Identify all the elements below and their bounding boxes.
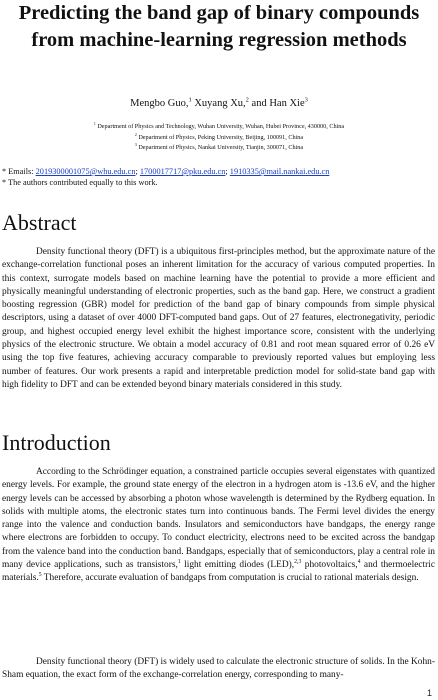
email-link-1[interactable]: 2019300001075@whu.edu.cn: [35, 167, 136, 176]
author-1: Mengbo Guo,$^1$: [130, 96, 192, 109]
author-list: [14, 97, 424, 110]
affiliation-1: $^1$ Department of Physics and Technology, Wuhan University, Wuhan, Hubei Province, 430000, China: [93, 121, 345, 130]
abstract-heading: Abstract: [2, 210, 77, 235]
introduction-paragraph-2: Density functional theory (DFT) is widely used to calculate the electronic structure of solids. In the Kohn-Sham equation, the exact form of the exchange-correlation energy, corresponding to many-: [2, 657, 435, 681]
author-3: and Han Xie$^3$: [251, 96, 308, 109]
author-2: Xuyang Xu,$^2$: [194, 96, 249, 109]
paper-title: Predicting the band gap of binary compounds from machine-learning regression methods: [18, 2, 420, 51]
citation-ref: 2,3: [294, 558, 302, 565]
email-link-3[interactable]: 1910335@mail.nankai.edu.cn: [229, 167, 330, 176]
introduction-paragraph-1: According to the Schrödinger equation, a constrained particle occupies several eigenstates with quantized energy levels. For example, the ground state energy of the electron in a hydrogen atom is -13.6 eV, and the higher energy levels can be accessed by absorbing a photon whose wavelength is determined by the Rydberg equation. In solids with multiple atoms, the electronic states turn into continuous bands. The Fermi level divides the energy range into the valence and conduction bands. Insulators and semiconductors have bandgaps, the energy range where electrons are forbidden to occupy. To conduct electricity, electrons need to be excited across the bandgap from the valence band into the conduction band. Bandgaps, especially that of semiconductors, play a central role in many device applications, such as transistors,$^1$ light emitting diodes (LED),$^{2,3}$ photovoltaics,$^4$ and thermoelectric materials.$^5$ Therefore, accurate evaluation of bandgaps from computation is crucial to rational materials design.: [2, 467, 436, 584]
email-line: * Emails: 2019300001075@whu.edu.cn; 1700017717@pku.edu.cn; 1910335@mail.nankai.edu.cn: [2, 167, 330, 176]
introduction-heading: Introduction: [2, 430, 111, 455]
citation-ref: 5: [38, 572, 42, 579]
equal-contribution-note: * The authors contributed equally to this work.: [2, 177, 158, 187]
citation-ref: 1: [177, 558, 181, 565]
page-number: 1: [426, 688, 432, 698]
email-link-2[interactable]: 1700017717@pku.edu.cn: [139, 167, 226, 176]
citation-ref: 4: [357, 558, 361, 565]
contact-emails: [2, 167, 432, 188]
abstract-text: Density functional theory (DFT) is a ubiquitous first-principles method, but the approximate nature of the exchange-correlation functional poses an inherent limitation for the accuracy of various computed properties. In this context, surrogate models based on machine learning have the potential to provide a more efficient and physically meaningful understanding of electronic properties, such as the band gap. Here, we construct a gradient boosting regression (GBR) model for prediction of the band gap of binary compounds from simple physical descriptors, using a dataset of over 4000 DFT-computed band gaps. Out of 27 features, electronegativity, periodic group, and highest occupied energy level exhibit the highest importance score, consistent with the underlying physics of the electronic structure. We obtain a model accuracy of 0.81 and root mean squared error of 0.26 eV using the top five features, achieving accuracy comparable to previously reported values but employing less number of features. Our work presents a rapid and interpretable prediction model for solid-state band gap with high fidelity to DFT and can be extended beyond binary materials considered in this study.: [2, 247, 435, 390]
affiliation-list: [14, 122, 424, 154]
affiliation-2: $^2$ Department of Physics, Peking University, Beijing, 100091, China: [134, 132, 304, 141]
affiliation-3: $^3$ Department of Physics, Nankai University, Tianjin, 300071, China: [134, 143, 304, 152]
